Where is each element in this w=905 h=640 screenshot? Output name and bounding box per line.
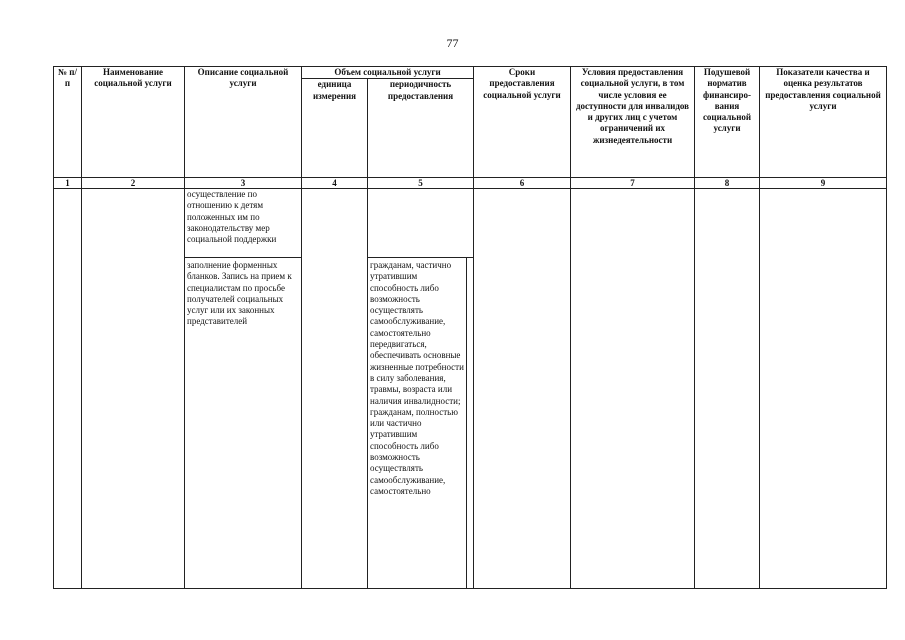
header-volume-group: Объем социальной услуги: [302, 67, 474, 79]
periodicity-text: гражданам, частично утратившим способность либо возможность осуществлять самообслуживание, самостоятельно передвигаться, обеспечивать основные жизненные потребности в силу заболевания, травмы, возраста или наличия инвалидности; гражданам, полностью или частично утратившим способность либо возможность осуществлять самообслуживание, самостоятельно: [368, 258, 467, 588]
column-number: 4: [302, 178, 368, 189]
header-row: [54, 67, 887, 79]
column-number: 7: [571, 178, 695, 189]
header-quality: Показатели качества и оценка результатов предоставления социальной услуги: [760, 67, 887, 178]
body-row: [54, 189, 887, 589]
page-number: 77: [446, 36, 459, 50]
cell-terms: [474, 189, 571, 589]
cell-financing: [695, 189, 760, 589]
periodicity-empty-top: [368, 189, 473, 258]
header-conditions: Условия предоставления социальной услуги, в том числе условия ее доступности для инвалидов и других лиц с учетом ограничений их жизнедеятельности: [571, 67, 695, 178]
cell-periodicity: [368, 189, 474, 589]
description-part1: осуществление по отношению к детям положенных им по законодательству мер социальной поддержки: [185, 189, 301, 258]
header-terms: Сроки предоставления социальной услуги: [474, 67, 571, 178]
header-financing: Подушевой норматив финансиро-вания социальной услуги: [695, 67, 760, 178]
column-number: 2: [82, 178, 185, 189]
cell-quality: [760, 189, 887, 589]
header-unit: единица измерения: [302, 79, 368, 178]
cell-number: [54, 189, 82, 589]
column-number: 6: [474, 178, 571, 189]
header-service-name: Наименование социальной услуги: [82, 67, 185, 178]
cell-conditions: [571, 189, 695, 589]
column-number: 9: [760, 178, 887, 189]
description-part2: заполнение форменных бланков. Запись на прием к специалистам по просьбе получателей социальных услуг или их законных представителей: [187, 260, 292, 327]
header-description: Описание социальной услуги: [185, 67, 302, 178]
column-number: 1: [54, 178, 82, 189]
column-number-row: [54, 178, 887, 189]
cell-service-name: [82, 189, 185, 589]
header-periodicity: периодичность предоставления: [368, 79, 474, 178]
column-number: 3: [185, 178, 302, 189]
header-number: № п/п: [54, 67, 82, 178]
cell-description: [185, 189, 302, 589]
column-number: 5: [368, 178, 474, 189]
column-number: 8: [695, 178, 760, 189]
social-services-table: [53, 66, 887, 589]
cell-unit: [302, 189, 368, 589]
